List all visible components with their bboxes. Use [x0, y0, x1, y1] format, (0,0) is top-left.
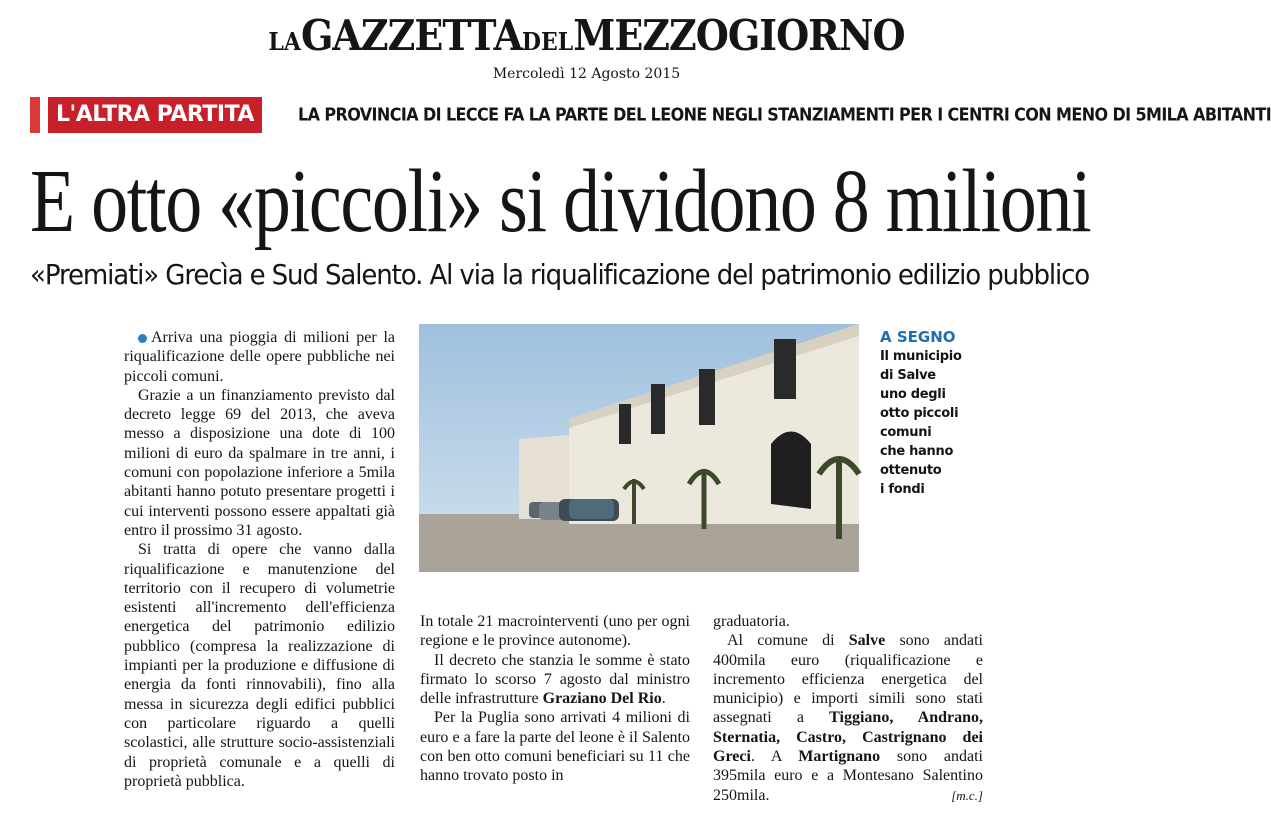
- section-kicker: L'ALTRA PARTITA: [48, 97, 262, 133]
- newspaper-masthead: [0, 12, 1173, 67]
- caption-line: uno degli: [880, 387, 946, 402]
- paragraph-text: Il decreto che stanzia le somme è stato firmato lo scorso 7 agosto dal ministro delle infrastrutture: [420, 651, 690, 708]
- article-overline: LA PROVINCIA DI LECCE FA LA PARTE DEL LEONE NEGLI STANZIAMENTI PER I CENTRI CON MENO DI 5MILA ABITANTI: [298, 104, 1271, 125]
- paragraph: Grazie a un finanziamento previsto dal decreto legge 69 del 2013, che aveva messo a disposizione una dote di 100 milioni di euro da spalmare in tre anni, i comuni con popolazione inferiore a 5mila abitanti hanno potuto presentare progetti i cui interventi possono essere appaltati già entro il prossimo 31 agosto.: [124, 386, 395, 539]
- article-headline: E otto «piccoli» si dividono 8 milioni: [30, 150, 1091, 251]
- bold-name: Tiggiano, Andrano, Sternatia, Castro, Castrignano dei Greci: [713, 709, 983, 766]
- author-signature: [m.c.]: [951, 788, 983, 803]
- town-hall-photo: [419, 324, 859, 572]
- masthead-del: DEL: [521, 28, 574, 57]
- paragraph: graduatoria.: [713, 613, 790, 630]
- caption-line: che hanno: [880, 444, 954, 459]
- caption-line: di Salve: [880, 368, 936, 383]
- bold-name: Graziano Del Rio: [542, 690, 662, 708]
- paragraph-text: sono andati 395mila euro e a Montesano Salentino 250mila.: [713, 748, 983, 804]
- paragraph-text: Al comune di: [727, 632, 849, 650]
- caption-line: ottenuto: [880, 463, 942, 478]
- photo-illustration: [419, 324, 859, 572]
- masthead-gazzetta: GAZZETTA: [300, 10, 522, 60]
- paragraph-text: .: [661, 690, 666, 708]
- masthead-mezzogiorno: MEZZOGIORNO: [573, 10, 905, 60]
- caption-title: A SEGNO: [880, 328, 956, 346]
- paragraph: [713, 631, 983, 805]
- caption-line: comuni: [880, 425, 932, 440]
- paragraph: [420, 651, 690, 709]
- issue-date: Mercoledì 12 Agosto 2015: [492, 66, 681, 82]
- paragraph-text: . A: [750, 748, 799, 766]
- paragraph: In totale 21 macrointerventi (uno per ogni regione e le province autonome).: [420, 613, 690, 650]
- photo-caption: [880, 347, 990, 499]
- paragraph: Per la Puglia sono arrivati 4 milioni di euro e a fare la parte del leone è il Salento con ben otto comuni beneficiari su 11 che hanno trovato posto in: [420, 709, 690, 785]
- paragraph: [124, 328, 395, 386]
- article-column-3: [713, 612, 983, 805]
- paragraph: Si tratta di opere che vanno dalla riqualificazione e manutenzione del territorio con il recupero di volumetrie esistenti all'incremento dell'efficienza energetica del patrimonio edilizio pubblico (compresa la realizzazione di impianti per la produzione e diffusione di energia da fonti rinnovabili), fino alla messa in sicurezza degli edifici pubblici con particolare riguardo a quelli scolastici, alle strutture socio-assistenziali di proprietà comunale e a quelli di proprietà pubblica.: [124, 541, 395, 790]
- article-column-2: [420, 612, 690, 786]
- article-column-1: [124, 328, 395, 791]
- kicker-accent-bar: [30, 97, 40, 133]
- caption-line: otto piccoli: [880, 406, 959, 421]
- masthead-la: LA: [268, 28, 301, 57]
- article-subheadline: «Premiati» Grecìa e Sud Salento. Al via la riqualificazione del patrimonio edilizio pubblico: [30, 258, 1090, 291]
- bullet-icon: [138, 334, 147, 343]
- bold-name: Salve: [848, 632, 886, 650]
- paragraph-text: sono andati 400mila euro (riqualificazione e incremento efficienza energetica del municipio) e importi simili sono stati assegnati a: [713, 632, 984, 727]
- bold-name: Martignano: [798, 748, 881, 766]
- paragraph-text: Arriva una pioggia di milioni per la riqualificazione delle opere pubbliche nei piccoli comuni.: [124, 329, 395, 385]
- caption-line: i fondi: [880, 482, 925, 497]
- caption-line: Il municipio: [880, 349, 962, 364]
